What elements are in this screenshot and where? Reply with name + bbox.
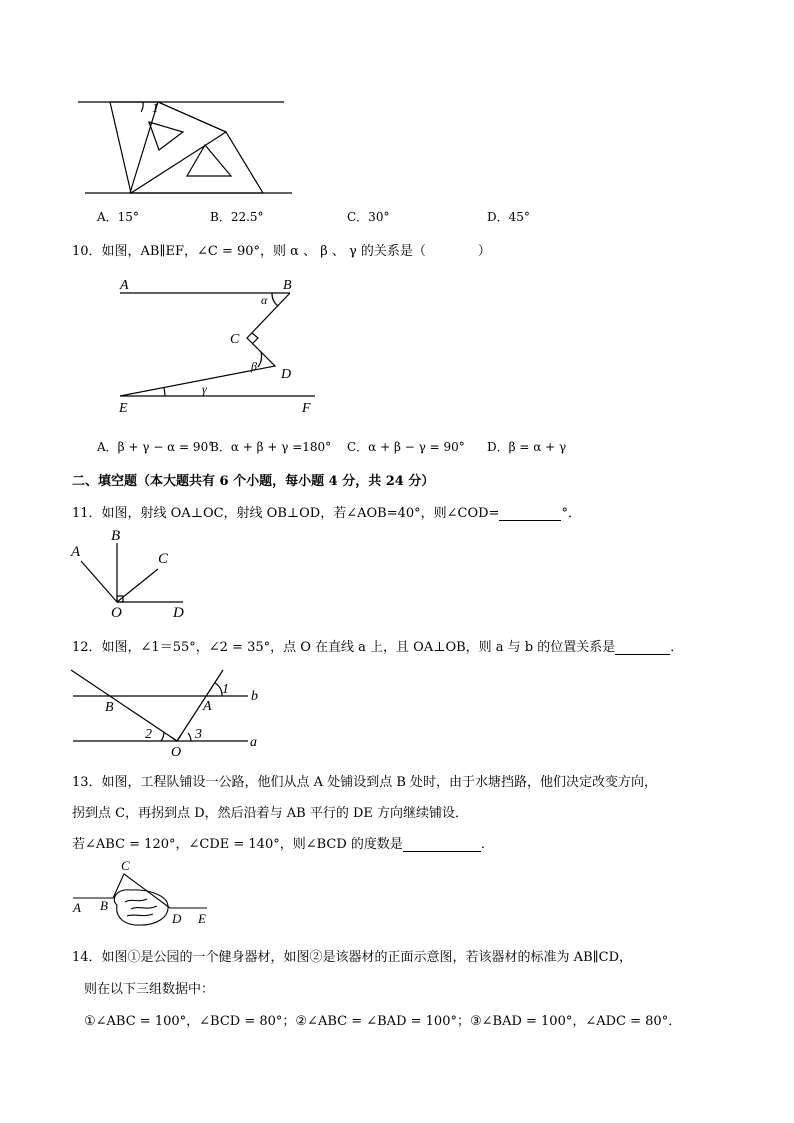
q10-label-beta: β [251,359,257,373]
q11-label-B: B [111,528,121,544]
q10-stem: 10．如图，AB∥EF，∠C = 90°，则 α 、 β 、 γ 的关系是（ ） [72,244,491,259]
q9-option-c[interactable]: C．30° [347,210,390,224]
q10-label-gamma: γ [202,382,207,396]
q10-label-B: B [283,278,292,293]
q9-option-a[interactable]: A．15° [97,210,139,224]
q9-option-b[interactable]: B．22.5° [210,210,264,224]
q10-label-D: D [281,367,292,382]
q10-label-F: F [302,401,311,416]
q14-line1: 14．如图①是公园的一个健身器材，如图②是该器材的正面示意图，若该器材的标准为 AB∥CD， [72,950,632,965]
q13-line3 [72,833,494,852]
q11-figure [65,525,205,620]
q11-stem-a: 11．如图，射线 OA⊥OC，射线 OB⊥OD，若∠AOB=40°，则∠COD= [72,506,500,521]
q14-line2: 则在以下三组数据中： [84,982,215,997]
q10-option-c[interactable]: C．α + β − γ = 90° [347,440,465,454]
q12-label-A: A [203,699,212,714]
q14-line3: ①∠ABC = 100°，∠BCD = 80°；②∠ABC = ∠BAD = 100°；③∠BAD = 100°，∠ADC = 80°． [84,1014,682,1029]
q13-label-A: A [73,900,81,915]
q13-label-D: D [172,911,182,926]
q11-label-D: D [173,605,184,620]
q10-figure [110,270,330,420]
q12-label-a: a [250,735,257,750]
q12-stem [72,636,683,655]
q12-label-2: 2 [145,727,152,742]
q9-figure [70,90,300,200]
q13-line2: 拐到点 C，再拐到点 D，然后沿着与 AB 平行的 DE 方向继续铺设． [72,806,469,821]
q11-label-C: C [158,551,169,567]
q13-answer-blank[interactable] [403,836,481,852]
q11-stem [72,502,581,521]
q13-label-C: C [121,858,130,873]
q10-option-d[interactable]: D．β = α + γ [487,440,567,454]
q9-angle-label: 1 [152,100,159,115]
q12-label-1: 1 [222,682,229,697]
q12-label-b: b [251,689,258,704]
q13-figure [65,855,215,935]
q13-line3-b: ． [480,837,494,852]
q11-stem-b: °． [561,506,581,521]
q11-answer-blank[interactable] [499,505,561,521]
q9-option-d[interactable]: D．45° [487,210,530,224]
q10-label-alpha: α [261,293,268,307]
q12-answer-blank[interactable] [615,639,670,655]
q12-label-3: 3 [195,727,202,742]
q12-figure [65,662,275,762]
q10-option-a[interactable]: A．β + γ − α = 90° [97,440,215,454]
q13-label-B: B [100,898,108,913]
q11-label-A: A [71,544,81,560]
q11-label-O: O [111,605,122,620]
q12-label-B: B [105,700,114,715]
q10-label-E: E [119,401,128,416]
q10-label-A: A [120,278,129,293]
q12-stem-b: ． [670,640,684,655]
section-2-title: 二、填空题（本大题共有 6 个小题，每小题 4 分，共 24 分） [72,474,435,489]
q12-label-O: O [171,745,182,760]
q13-line1: 13．如图，工程队铺设一公路，他们从点 A 处铺设到点 B 处时，由于水塘挡路，他们决定改变方向， [72,775,658,790]
q13-label-E: E [198,911,206,926]
q10-label-C: C [230,332,240,347]
q13-line3-a: 若∠ABC = 120°，∠CDE = 140°，则∠BCD 的度数是 [72,837,403,852]
q12-stem-a: 12．如图，∠1＝55°，∠2 = 35°，点 O 在直线 a 上，且 OA⊥OB，则 a 与 b 的位置关系是 [72,640,616,655]
q10-option-b[interactable]: B．α + β + γ =180° [210,440,332,454]
